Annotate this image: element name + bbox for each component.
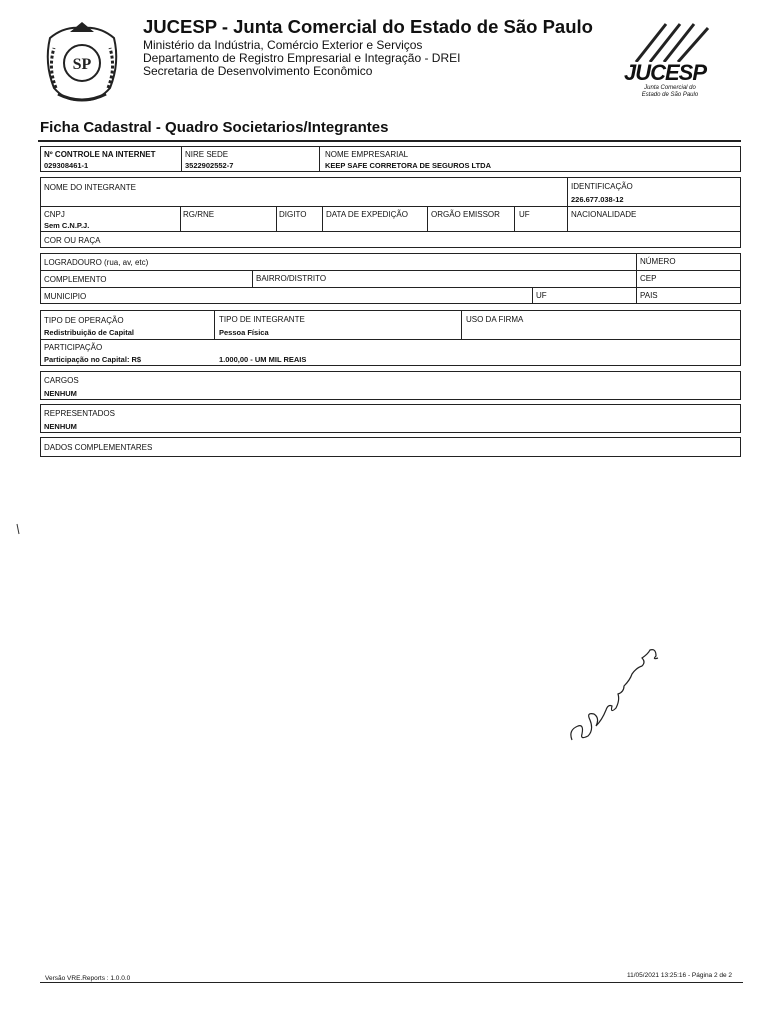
company-row — [40, 146, 741, 172]
header-title: JUCESP - Junta Comercial do Estado de São Paulo — [143, 16, 593, 37]
footer-version: Versão VRE.Reports : 1.0.0.0 — [45, 975, 131, 982]
dados-complementares-label: DADOS COMPLEMENTARES — [44, 443, 153, 452]
controle-label: Nº CONTROLE NA INTERNET — [44, 150, 156, 159]
svg-text:SP: SP — [72, 56, 92, 73]
nire-label: NIRE SEDE — [185, 150, 229, 159]
nacionalidade-label: NACIONALIDADE — [571, 210, 637, 219]
identificacao-value: 226.677.038-12 — [571, 195, 624, 204]
header-line-1: Ministério da Indústria, Comércio Exterior e Serviços — [143, 38, 423, 52]
form-title: Ficha Cadastral - Quadro Societarios/Integrantes — [40, 119, 389, 136]
handwritten-signature — [560, 640, 670, 750]
integrante-section — [40, 177, 741, 248]
participacao-text: Participação no Capital: R$ — [44, 355, 142, 364]
expedicao-label: DATA DE EXPEDIÇÃO — [326, 210, 408, 219]
representados-label: REPRESENTADOS — [44, 409, 115, 418]
footer-timestamp: 11/05/2021 13:25:16 - Página 2 de 2 — [627, 972, 733, 979]
nome-integrante-label: NOME DO INTEGRANTE — [44, 183, 137, 192]
uf-address-label: UF — [536, 291, 547, 300]
digito-label: DIGITO — [279, 210, 307, 219]
identificacao-label: IDENTIFICAÇÃO — [571, 182, 633, 191]
cnpj-label: CNPJ — [44, 210, 65, 219]
cnpj-value: Sem C.N.P.J. — [44, 221, 90, 230]
participacao-label: PARTICIPAÇÃO — [44, 343, 103, 352]
operacao-label: TIPO DE OPERAÇÃO — [44, 316, 124, 325]
nire-value: 3522902552-7 — [185, 161, 234, 170]
header-line-3: Secretaria de Desenvolvimento Econômico — [143, 64, 373, 78]
municipio-label: MUNICIPIO — [44, 292, 87, 301]
title-underline — [38, 140, 741, 142]
complemento-label: COMPLEMENTO — [44, 275, 107, 284]
cep-label: CEP — [640, 274, 657, 283]
pais-label: PAIS — [640, 291, 658, 300]
stray-mark — [16, 522, 20, 534]
cargos-box — [40, 371, 741, 400]
operation-section — [40, 310, 741, 366]
jucesp-logo-text: JUCESP — [624, 60, 707, 85]
uf-label: UF — [519, 210, 530, 219]
header-line-2: Departamento de Registro Empresarial e Integração - DREI — [143, 51, 461, 65]
footer-line — [40, 982, 743, 983]
jucesp-logo — [618, 22, 718, 108]
tipo-integrante-value: Pessoa Física — [219, 328, 269, 337]
cargos-label: CARGOS — [44, 376, 79, 385]
jucesp-logo-sub-2: Estado de São Paulo — [641, 92, 699, 98]
representados-value: NENHUM — [44, 422, 77, 431]
numero-label: NÚMERO — [640, 257, 676, 266]
jucesp-logo-sub-1: Junta Comercial do — [644, 85, 696, 91]
nome-empresarial-label: NOME EMPRESARIAL — [325, 150, 409, 159]
tipo-integrante-label: TIPO DE INTEGRANTE — [219, 315, 305, 324]
operacao-value: Redistribuição de Capital — [44, 328, 135, 337]
address-section — [40, 253, 741, 304]
logradouro-label: LOGRADOURO (rua, av, etc) — [44, 258, 149, 267]
orgao-label: ORGÃO EMISSOR — [431, 210, 500, 219]
cargos-value: NENHUM — [44, 389, 77, 398]
cor-raca-label: COR OU RAÇA — [44, 236, 101, 245]
uso-firma-label: USO DA FIRMA — [466, 315, 524, 324]
rg-label: RG/RNE — [183, 210, 215, 219]
nome-empresarial-value: KEEP SAFE CORRETORA DE SEGUROS LTDA — [325, 161, 491, 170]
dados-complementares-box — [40, 437, 741, 457]
participacao-value: 1.000,00 - UM MIL REAIS — [219, 355, 307, 364]
controle-value: 029308461-1 — [44, 161, 89, 170]
bairro-label: BAIRRO/DISTRITO — [256, 274, 327, 283]
sao-paulo-seal — [40, 18, 124, 104]
representados-box — [40, 404, 741, 433]
